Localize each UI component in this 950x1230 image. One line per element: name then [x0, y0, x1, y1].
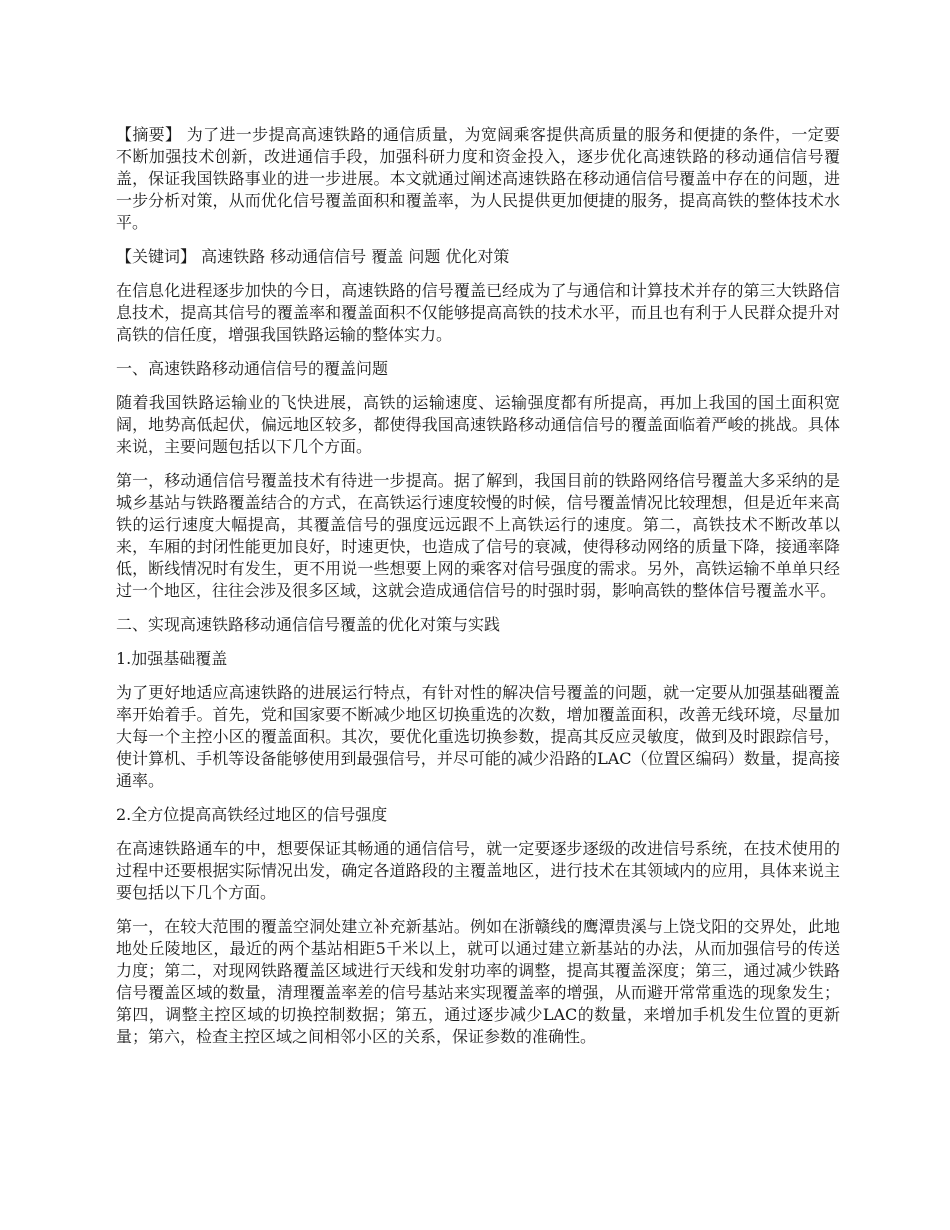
keywords-paragraph: 【关键词】 高速铁路 移动通信信号 覆盖 问题 优化对策: [116, 247, 510, 266]
section1-paragraph-1: 随着我国铁路运输业的飞快进展，高铁的运输速度、运输强度都有所提高，再加上我国的国土面积宽阔，地势高低起伏，偏远地区较多，都使得我国高速铁路移动通信信号的覆盖面临着严峻的挑战。具体来说，主要问题包括以下几个方面。: [116, 393, 840, 456]
section1-heading: 一、高速铁路移动通信信号的覆盖问题: [116, 359, 389, 378]
subsection2-paragraph-2: 第一，在较大范围的覆盖空洞处建立补充新基站。例如在浙赣线的鹰潭贵溪与上饶戈阳的交界处，此地地处丘陵地区，最近的两个基站相距5千米以上，就可以通过建立新基站的办法，从而加强信号的传送力度；第二，对现网铁路覆盖区域进行天线和发射功率的调整，提高其覆盖深度；第三，通过减少铁路信号覆盖区域的数量，清理覆盖率差的信号基站来实现覆盖率的增强，从而避开常常重选的现象发生；第四，调整主控区域的切换控制数据；第五，通过逐步减少LAC的数量，来增加手机发生位置的更新量；第六，检查主控区域之间相邻小区的关系，保证参数的准确性。: [116, 917, 840, 1046]
abstract-paragraph: 【摘要】 为了进一步提高高速铁路的通信质量，为宽阔乘客提供高质量的服务和便捷的条件，一定要不断加强技术创新，改进通信手段，加强科研力度和资金投入，逐步优化高速铁路的移动通信信号覆盖，保证我国铁路事业的进一步进展。本文就通过阐述高速铁路在移动通信信号覆盖中存在的问题，进一步分析对策，从而优化信号覆盖面积和覆盖率，为人民提供更加便捷的服务，提高高铁的整体技术水平。: [116, 125, 840, 232]
section2-heading: 二、实现高速铁路移动通信信号覆盖的优化对策与实践: [116, 615, 501, 634]
intro-paragraph: 在信息化进程逐步加快的今日，高速铁路的信号覆盖已经成为了与通信和计算技术并存的第三大铁路信息技术，提高其信号的覆盖率和覆盖面积不仅能够提高高铁的技术水平，而且也有利于人民群众提升对高铁的信任度，增强我国铁路运输的整体实力。: [116, 281, 840, 344]
section1-paragraph-2: 第一，移动通信信号覆盖技术有待进一步提高。据了解到，我国目前的铁路网络信号覆盖大多采纳的是城乡基站与铁路覆盖结合的方式，在高铁运行速度较慢的时候，信号覆盖情况比较理想，但是近年来高铁的运行速度大幅提高，其覆盖信号的强度远远跟不上高铁运行的速度。第二，高铁技术不断改革以来，车厢的封闭性能更加良好，时速更快，也造成了信号的衰减，使得移动网络的质量下降，接通率降低，断线情况时有发生，更不用说一些想要上网的乘客对信号强度的需求。另外，高铁运输不单单只经过一个地区，往往会涉及很多区域，这就会造成通信信号的时强时弱，影响高铁的整体信号覆盖水平。: [116, 471, 840, 600]
subsection1-paragraph: 为了更好地适应高速铁路的进展运行特点，有针对性的解决信号覆盖的问题，就一定要从加强基础覆盖率开始着手。首先，党和国家要不断减少地区切换重选的次数，增加覆盖面积，改善无线环境，尽量加大每一个主控小区的覆盖面积。其次，要优化重选切换参数，提高其反应灵敏度，做到及时跟踪信号，使计算机、手机等设备能够使用到最强信号，并尽可能的减少沿路的LAC（位置区编码）数量，提高接通率。: [116, 683, 840, 790]
document-page: [116, 124, 840, 1060]
subsection1-heading: 1.加强基础覆盖: [116, 649, 228, 668]
subsection2-heading: 2.全方位提高高铁经过地区的信号强度: [116, 805, 388, 824]
subsection2-paragraph-1: 在高速铁路通车的中，想要保证其畅通的通信信号，就一定要逐步逐级的改进信号系统，在技术使用的过程中还要根据实际情况出发，确定各道路段的主覆盖地区，进行技术在其领域内的应用，具体来说主要包括以下几个方面。: [116, 839, 840, 902]
